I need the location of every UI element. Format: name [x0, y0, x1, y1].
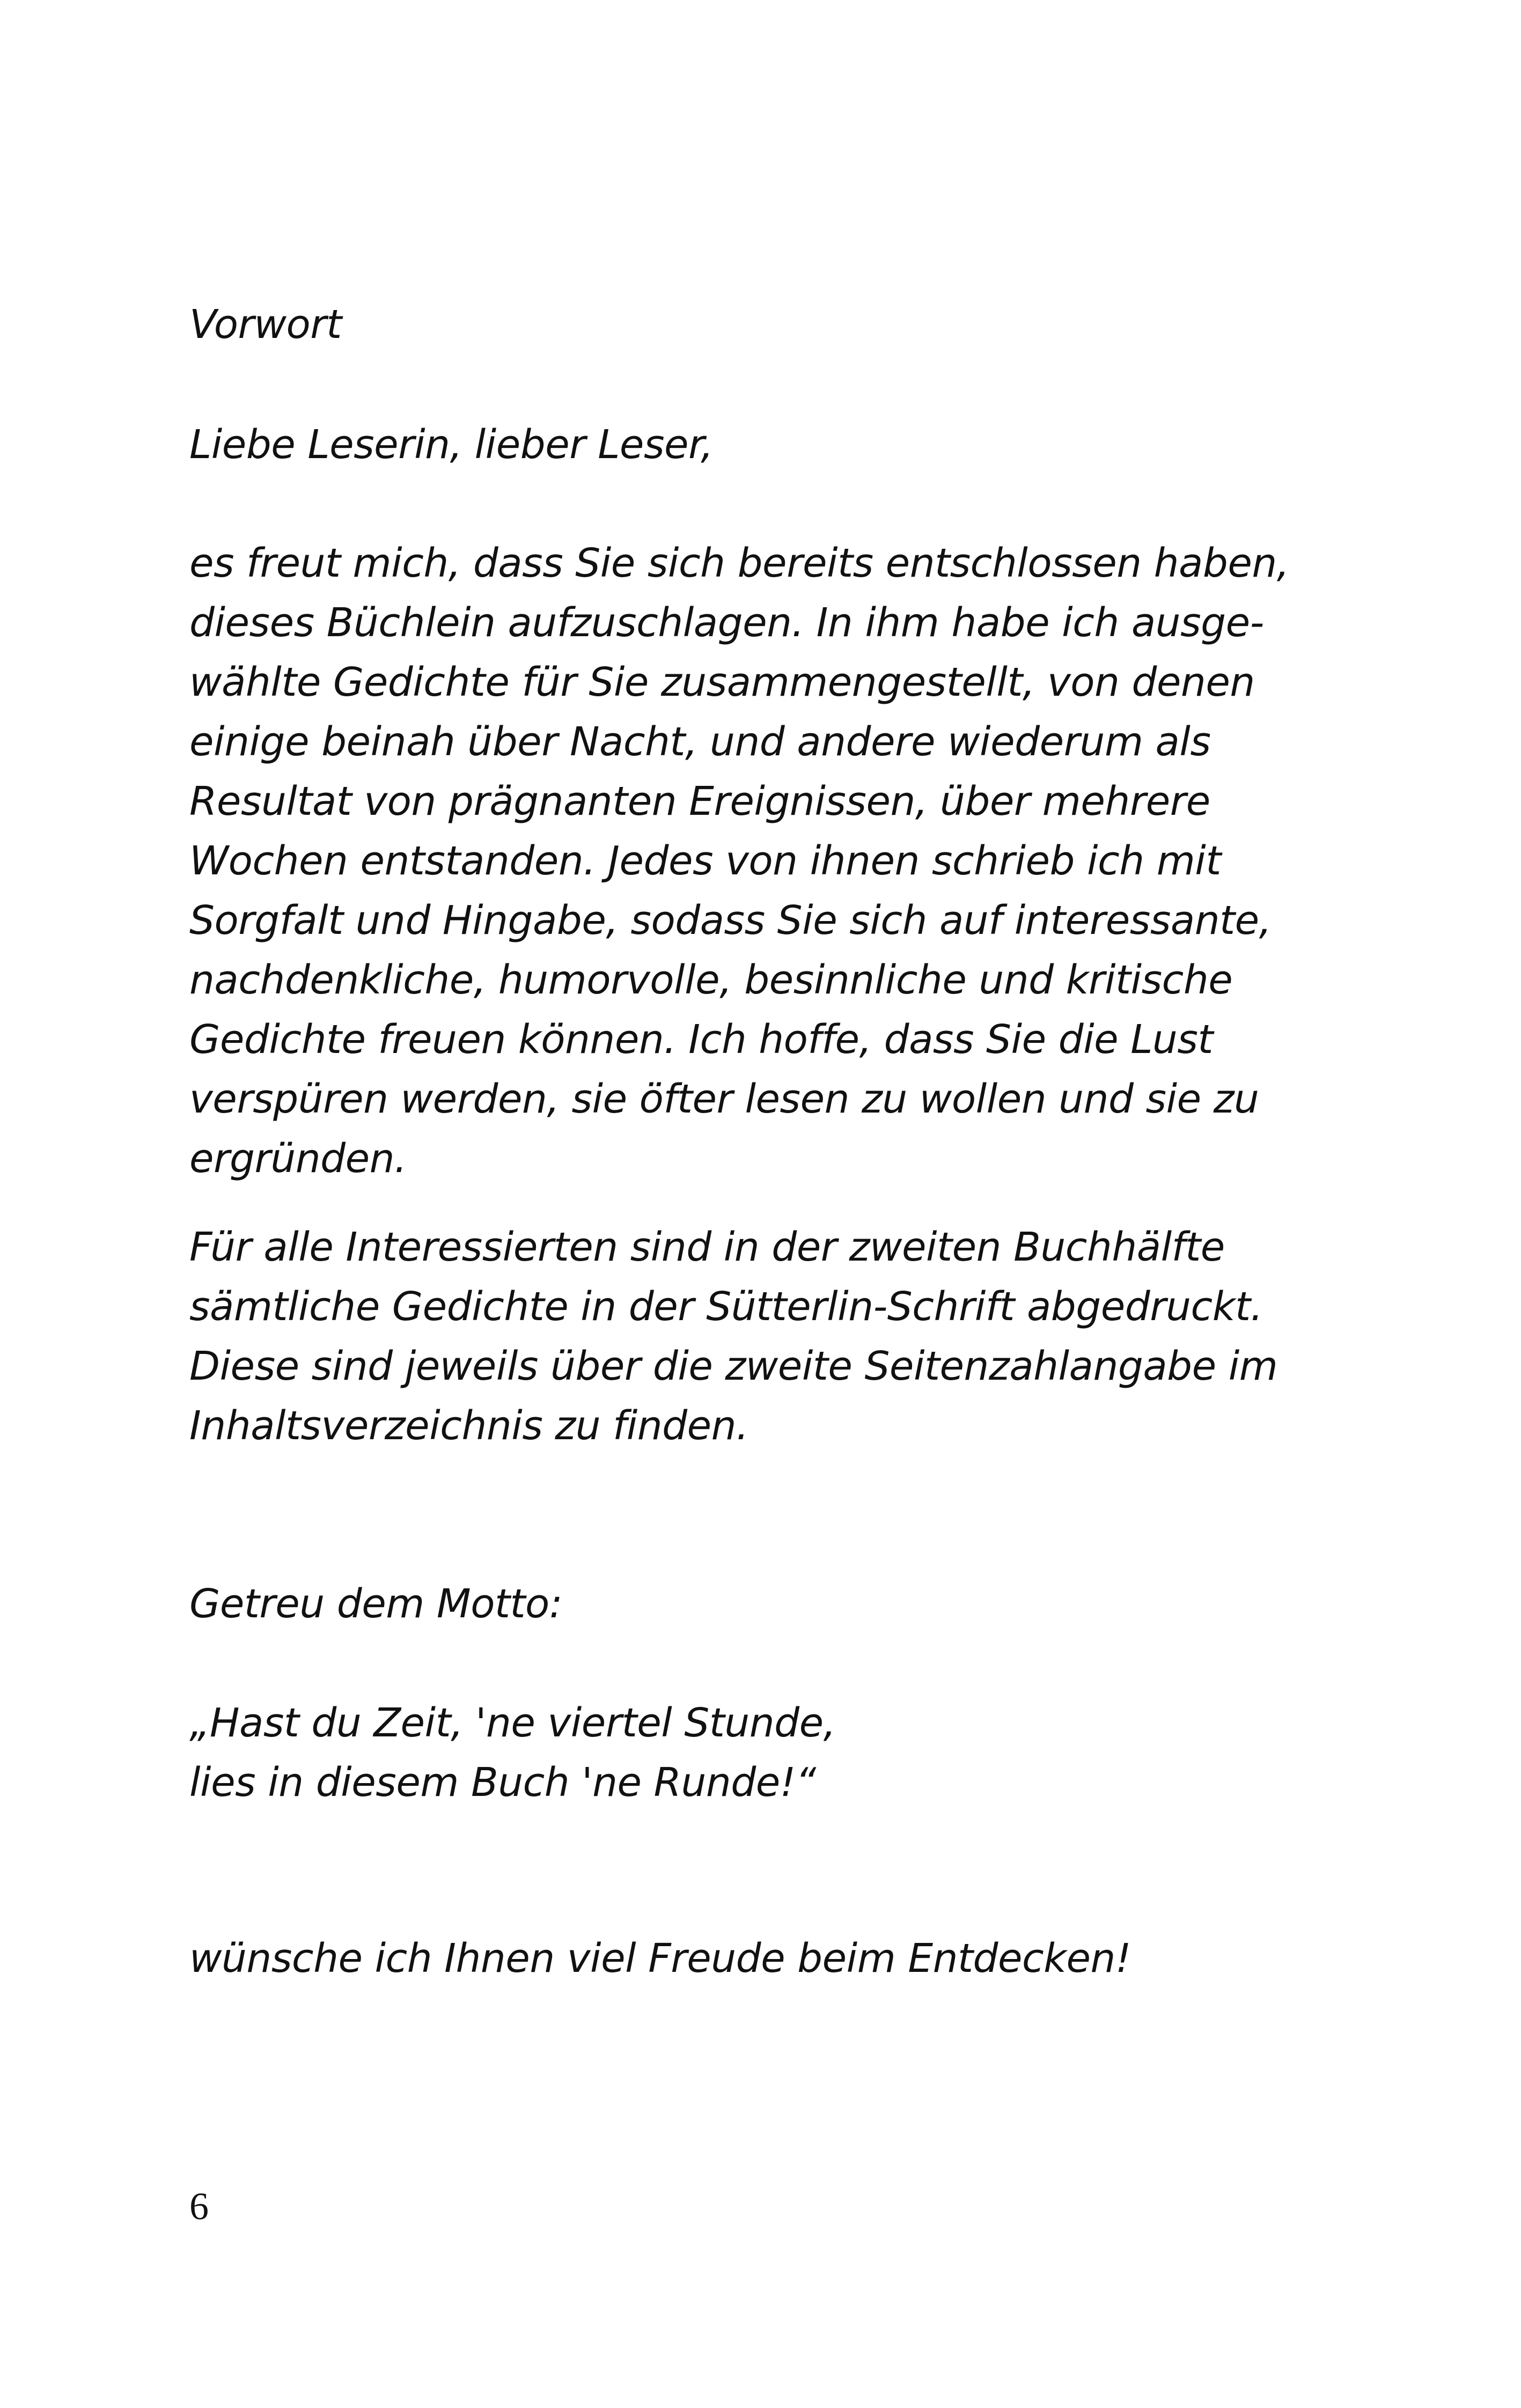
paragraph-line: dieses Büchlein aufzuschlagen. In ihm habe ich ausge- — [189, 600, 1264, 646]
paragraph-line: verspüren werden, sie öfter lesen zu wollen und sie zu — [189, 1076, 1259, 1122]
page-number: 6 — [189, 2185, 209, 2228]
paragraph-line: Gedichte freuen können. Ich hoffe, dass Sie die Lust — [189, 1017, 1213, 1063]
motto-quote — [189, 1693, 1370, 1813]
motto-line: lies in diesem Buch 'ne Runde!“ — [189, 1759, 816, 1806]
paragraph-line: es freut mich, dass Sie sich bereits entschlossen haben, — [189, 540, 1289, 586]
paragraph-intro — [189, 534, 1370, 1189]
closing-line: wünsche ich Ihnen viel Freude beim Entdecken! — [189, 1935, 1131, 1982]
paragraph-line: wählte Gedichte für Sie zusammengestellt, von denen — [189, 659, 1255, 705]
paragraph-line: ergründen. — [189, 1136, 407, 1182]
paragraph-line: Wochen entstanden. Jedes von ihnen schrieb ich mit — [189, 838, 1221, 884]
motto-line: „Hast du Zeit, 'ne viertel Stunde, — [189, 1700, 836, 1746]
paragraph-suetterlin — [189, 1218, 1370, 1456]
motto-intro: Getreu dem Motto: — [189, 1581, 563, 1627]
paragraph-line: nachdenkliche, humorvolle, besinnliche und kritische — [189, 957, 1233, 1003]
paragraph-line: Inhaltsverzeichnis zu finden. — [189, 1403, 749, 1449]
paragraph-line: Resultat von prägnanten Ereignissen, über mehrere — [189, 778, 1210, 824]
paragraph-line: Sorgfalt und Hingabe, sodass Sie sich auf interessante, — [189, 897, 1272, 944]
section-heading: Vorwort — [189, 301, 342, 348]
paragraph-line: einige beinah über Nacht, und andere wiederum als — [189, 719, 1211, 765]
paragraph-line: Für alle Interessierten sind in der zweiten Buchhälfte — [189, 1224, 1225, 1270]
paragraph-line: sämtliche Gedichte in der Sütterlin-Schrift abgedruckt. — [189, 1284, 1263, 1330]
salutation: Liebe Leserin, lieber Leser, — [189, 422, 714, 468]
paragraph-line: Diese sind jeweils über die zweite Seitenzahlangabe im — [189, 1343, 1278, 1389]
